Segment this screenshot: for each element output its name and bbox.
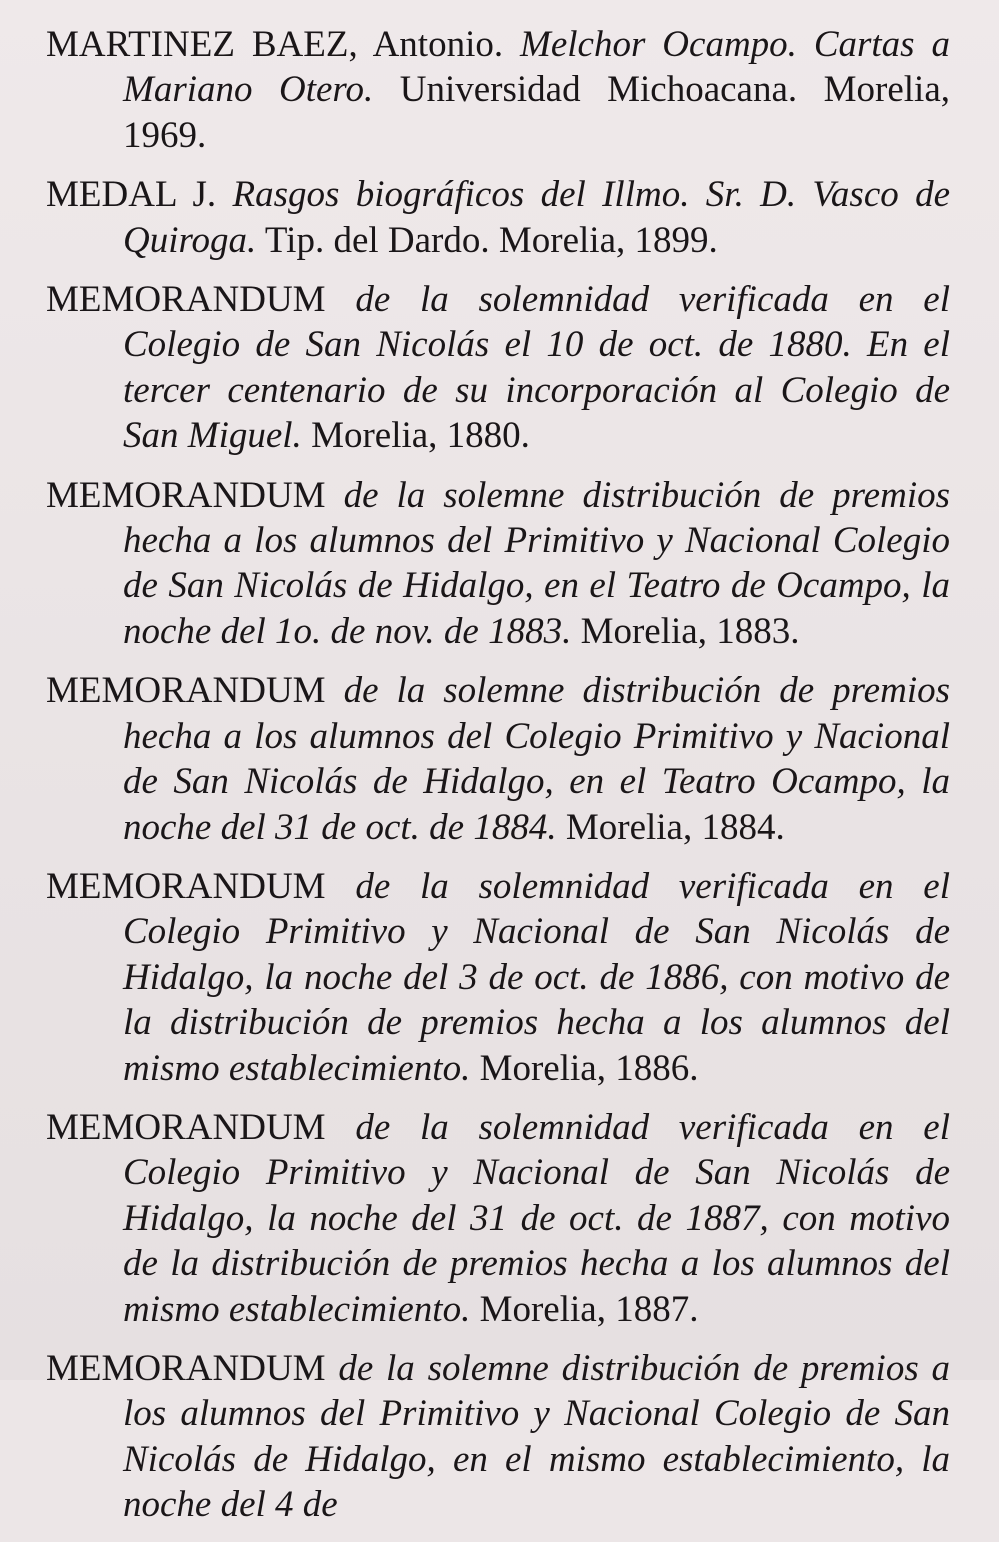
entry-publication: Morelia, 1884. [565,806,785,848]
entry-title: de la solemne distribución de premios hecha a los alumnos del Primitivo y Nacional Colegio de San Nicolás de Hidalgo, en el Teatro de Ocampo, la noche del 1o. de nov. de 1883. [123,474,950,652]
entry-title: de la solemnidad verificada en el Colegio Primitivo y Nacional de San Nicolás de Hidalgo, la noche del 3 de oct. de 1886, con motivo de la distribución de premios hecha a los alumnos del mismo establecimiento. [123,865,950,1089]
entry-author: MEDAL J. [46,174,217,216]
entry-title: de la solemne distribución de premios a los alumnos del Primitivo y Nacional Colegio de San Nicolás de Hidalgo, en el mismo establecimiento, la noche del 4 de [123,1347,950,1526]
bibliography-entry [46,473,950,655]
entry-publication: Morelia, 1886. [479,1047,699,1089]
entry-publication: Morelia, 1887. [479,1288,699,1330]
bibliography-entry [46,1346,950,1528]
entry-publication: Morelia, 1883. [580,610,800,652]
entry-author: MARTINEZ BAEZ, Antonio. [46,24,504,65]
bibliography-entry [46,1105,950,1332]
entry-publication: Morelia, 1880. [311,415,530,457]
entry-title: de la solemne distribución de premios hecha a los alumnos del Colegio Primitivo y Nacional de San Nicolás de Hidalgo, en el Teatro Ocampo, la noche del 31 de oct. de 1884. [123,670,950,848]
entry-author: MEMORANDUM [46,670,326,712]
entry-title: de la solemnidad verificada en el Colegio de San Nicolás el 10 de oct. de 1880. En el tercer centenario de su incorporación al Colegio de San Miguel. [123,279,950,457]
bibliography-entry [46,277,950,459]
entry-author: MEMORANDUM [46,474,326,516]
entry-author: MEMORANDUM [46,865,326,907]
bibliography-list [46,22,950,1542]
entry-publication: Tip. del Dardo. Morelia, 1899. [264,219,718,261]
bibliography-entry [46,22,950,158]
bibliography-entry [46,172,950,263]
entry-title: de la solemnidad verificada en el Colegio Primitivo y Nacional de San Nicolás de Hidalgo, la noche del 31 de oct. de 1887, con motivo de la distribución de premios hecha a los alumnos del mismo establecimiento. [123,1106,950,1330]
entry-title: Melchor Ocampo. Cartas a Mariano Otero. [123,24,951,111]
entry-title: Rasgos biográficos del Illmo. Sr. D. Vasco de Quiroga. [123,174,950,261]
entry-author: MEMORANDUM [46,279,326,321]
entry-publication: Universidad Michoacana. Morelia, 1969. [123,69,951,156]
bibliography-entry [46,668,950,850]
entry-author: MEMORANDUM [46,1347,326,1389]
entry-author: MEMORANDUM [46,1106,326,1148]
bibliography-entry [46,864,950,1091]
